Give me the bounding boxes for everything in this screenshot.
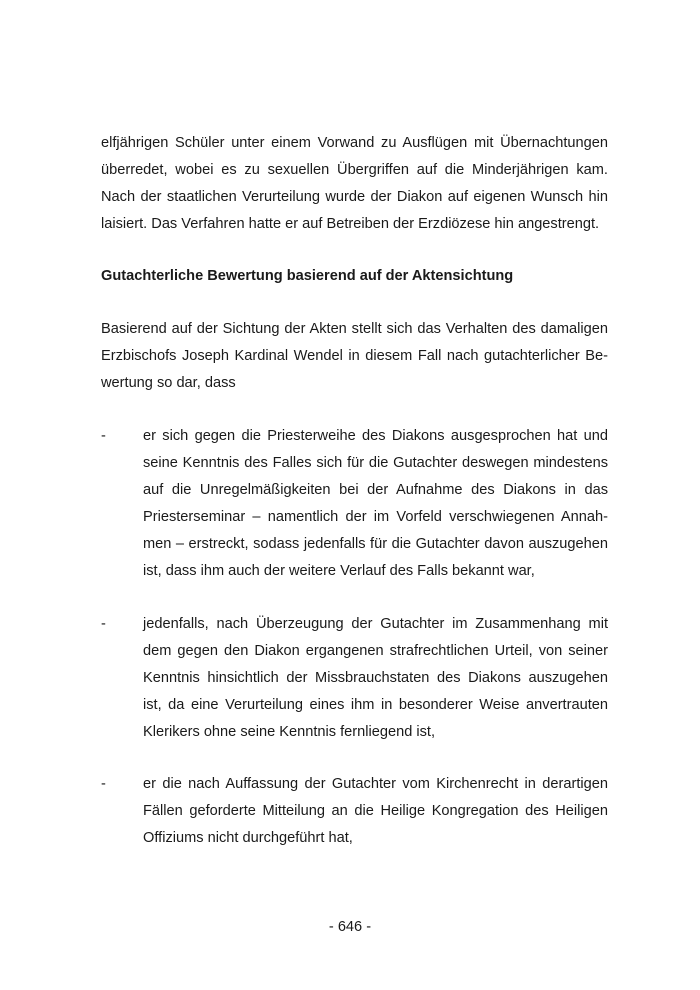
bullet-line: ist, da eine Verurteilung eines ihm in besonderer Weise anvertrauten xyxy=(143,697,608,713)
bullet-line: Kenntnis hinsichtlich der Missbrauchstaten des Diakons auszugehen xyxy=(143,670,608,686)
bullet-line: Fällen geforderte Mitteilung an die Heilige Kongregation des Heiligen xyxy=(143,803,608,819)
intro-line: überredet, wobei es zu sexuellen Übergriffen auf die Minderjährigen kam. xyxy=(101,162,608,178)
section-heading: Gutachterliche Bewertung basierend auf der Aktensichtung xyxy=(101,268,514,284)
bullet-marker: - xyxy=(101,776,106,792)
bullet-line: jedenfalls, nach Überzeugung der Gutachter im Zusammenhang mit xyxy=(143,616,608,632)
assessment-line: wertung so dar, dass xyxy=(101,375,236,391)
page-number: - 646 - xyxy=(328,919,372,935)
bullet-line: men – erstreckt, sodass jedenfalls für die Gutachter davon auszugehen xyxy=(143,536,608,552)
bullet-line: Klerikers ohne seine Kenntnis fernliegend ist, xyxy=(143,724,436,740)
bullet-line: dem gegen den Diakon ergangenen strafrechtlichen Urteil, von seiner xyxy=(143,643,608,659)
bullet-line: ist, dass ihm auch der weitere Verlauf des Falls bekannt war, xyxy=(143,563,535,579)
bullet-line: er sich gegen die Priesterweihe des Diakons ausgesprochen hat und xyxy=(143,428,608,444)
bullet-line: seine Kenntnis des Falles sich für die Gutachter deswegen mindestens xyxy=(143,455,608,471)
bullet-marker: - xyxy=(101,428,106,444)
bullet-line: auf die Unregelmäßigkeiten bei der Aufnahme des Diakons in das xyxy=(143,482,608,498)
bullet-line: er die nach Auffassung der Gutachter vom Kirchenrecht in derartigen xyxy=(143,776,608,792)
intro-line: Nach der staatlichen Verurteilung wurde der Diakon auf eigenen Wunsch hin xyxy=(101,189,608,205)
bullet-line: Priesterseminar – namentlich der im Vorfeld verschwiegenen Annah- xyxy=(143,509,608,525)
bullet-line: Offiziums nicht durchgeführt hat, xyxy=(143,830,353,846)
assessment-line: Basierend auf der Sichtung der Akten stellt sich das Verhalten des damaligen xyxy=(101,321,608,337)
intro-line: elfjährigen Schüler unter einem Vorwand zu Ausflügen mit Übernachtungen xyxy=(101,135,608,151)
intro-line: laisiert. Das Verfahren hatte er auf Betreiben der Erzdiözese hin angestrengt. xyxy=(101,216,600,232)
bullet-marker: - xyxy=(101,616,106,632)
assessment-line: Erzbischofs Joseph Kardinal Wendel in diesem Fall nach gutachterlicher Be- xyxy=(101,348,608,364)
